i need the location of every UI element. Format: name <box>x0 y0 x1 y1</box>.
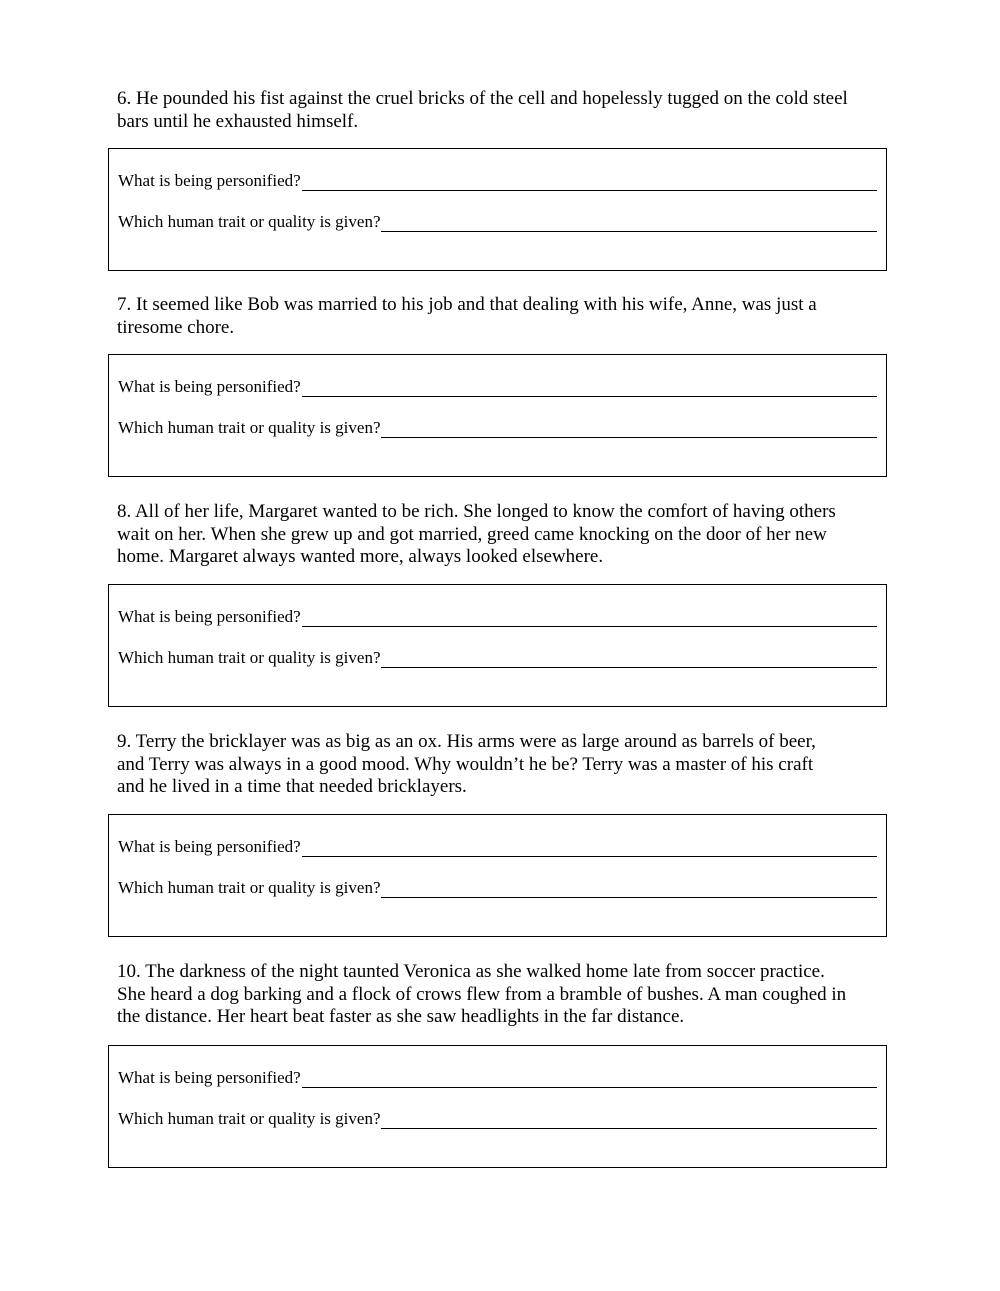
personified-row <box>118 607 877 627</box>
answer-box-10 <box>108 1045 887 1168</box>
question-10-text: 10. The darkness of the night taunted Veronica as she walked home late from soccer practice. She heard a dog barking and a flock of crows flew from a bramble of bushes. A man coughed in the distance. Her heart beat faster as she saw headlights in the far distance. <box>117 961 847 1027</box>
trait-answer-line[interactable] <box>381 422 878 438</box>
question-6-text: 6. He pounded his fist against the cruel bricks of the cell and hopelessly tugged on the cold steel bars until he exhausted himself. <box>117 88 848 132</box>
trait-row <box>118 878 877 898</box>
answer-box-7 <box>108 354 887 477</box>
question-8-text: 8. All of her life, Margaret wanted to be rich. She longed to know the comfort of having others wait on her. When she grew up and got married, greed came knocking on the door of her new home. Margaret always wanted more, always looked elsewhere. <box>117 501 836 567</box>
personified-answer-line[interactable] <box>302 175 877 191</box>
trait-label: Which human trait or quality is given? <box>118 878 381 897</box>
personified-answer-line[interactable] <box>302 611 877 627</box>
personified-row <box>118 377 877 397</box>
trait-label: Which human trait or quality is given? <box>118 648 381 667</box>
trait-row <box>118 212 877 232</box>
trait-answer-line[interactable] <box>381 652 878 668</box>
trait-answer-line[interactable] <box>381 882 878 898</box>
personified-answer-line[interactable] <box>302 1072 877 1088</box>
personified-label: What is being personified? <box>118 837 301 856</box>
question-9-text: 9. Terry the bricklayer was as big as an ox. His arms were as large around as barrels of beer, and Terry was always in a good mood. Why wouldn’t he be? Terry was a master of his craft and he lived in a time that needed bricklayers. <box>117 731 816 797</box>
question-7-text: 7. It seemed like Bob was married to his job and that dealing with his wife, Anne, was just a tiresome chore. <box>117 294 817 338</box>
trait-label: Which human trait or quality is given? <box>118 212 381 231</box>
trait-answer-line[interactable] <box>381 1113 878 1129</box>
trait-answer-line[interactable] <box>381 216 878 232</box>
trait-label: Which human trait or quality is given? <box>118 1109 381 1128</box>
personified-label: What is being personified? <box>118 1068 301 1087</box>
answer-box-6 <box>108 148 887 271</box>
trait-row <box>118 418 877 438</box>
personified-label: What is being personified? <box>118 607 301 626</box>
answer-box-8 <box>108 584 887 707</box>
trait-row <box>118 648 877 668</box>
personified-label: What is being personified? <box>118 377 301 396</box>
personified-row <box>118 171 877 191</box>
personified-answer-line[interactable] <box>302 381 877 397</box>
personified-row <box>118 1068 877 1088</box>
personified-answer-line[interactable] <box>302 841 877 857</box>
personified-row <box>118 837 877 857</box>
personified-label: What is being personified? <box>118 171 301 190</box>
answer-box-9 <box>108 814 887 937</box>
trait-row <box>118 1109 877 1129</box>
trait-label: Which human trait or quality is given? <box>118 418 381 437</box>
